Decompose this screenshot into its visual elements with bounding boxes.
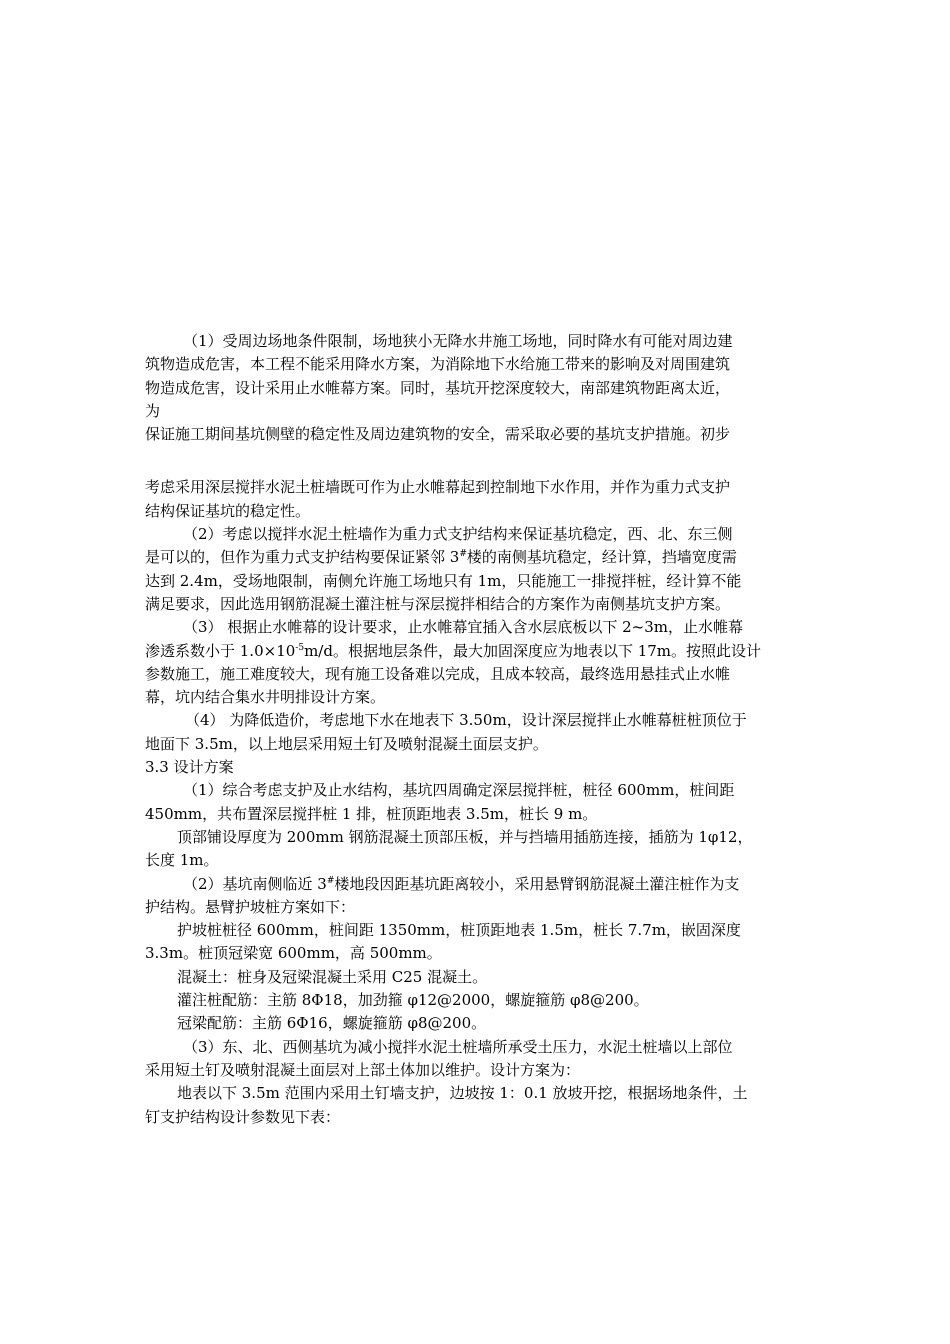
document-body — [145, 330, 807, 1129]
text-line: 考虑采用深层搅拌水泥土桩墙既可作为止水帷幕起到控制地下水作用，并作为重力式支护 — [145, 478, 731, 497]
text-line: 冠梁配筋：主筋 6Φ16，螺旋箍筋 φ8@200。 — [177, 1014, 487, 1033]
text-line: 护结构。悬臂护坡桩方案如下： — [145, 897, 356, 916]
text-line — [145, 546, 807, 569]
text-line: 混凝土：桩身及冠梁混凝土采用 C25 混凝土。 — [177, 967, 488, 986]
text-line: 达到 2.4m，受场地限制，南侧允许施工场地只有 1m，只能施工一排搅拌桩，经计算不能 — [145, 571, 742, 590]
text-line: 450mm，共布置深层搅拌桩 1 排，桩顶距地表 3.5m，桩长 9 m。 — [145, 804, 598, 823]
text-line: 顶部铺设厚度为 200mm 钢筋混凝土顶部压板，并与挡墙用插筋连接，插筋为 1φ12， — [177, 827, 753, 846]
text-line: 护坡桩桩径 600mm，桩间距 1350mm，桩顶距地表 1.5m，桩长 7.7m，嵌固深度 — [177, 921, 741, 940]
text-line: 灌注桩配筋：主筋 8Φ18，加劲箍 φ12@2000，螺旋箍筋 φ8@200。 — [177, 991, 649, 1010]
text-run: m/d。根据地层条件，最大加固深度应为地表以下 17m。按照此设计 — [304, 641, 762, 660]
spacer — [145, 446, 807, 476]
text-line: 保证施工期间基坑侧壁的稳定性及周边建筑物的安全，需采取必要的基坑支护措施。初步 — [145, 425, 731, 444]
text-line: 物造成危害，设计采用止水帷幕方案。同时，基坑开挖深度较大，南部建筑物距离太近， — [145, 378, 731, 397]
text-line — [145, 873, 807, 896]
paragraph-2 — [145, 523, 807, 616]
design-item-9 — [145, 1082, 807, 1129]
text-line: 长度 1m。 — [145, 851, 219, 870]
text-line: （1）综合考虑支护及止水结构，基坑四周确定深层搅拌桩，桩径 600mm，桩间距 — [183, 781, 735, 800]
text-line — [145, 640, 807, 663]
text-line: 3.3m。桩顶冠梁宽 600mm，高 500mm。 — [145, 944, 442, 963]
text-run: 是可以的，但作为重力式支护结构要保证紧邻 3 — [145, 548, 460, 567]
text-line: （4） 为降低造价，考虑地下水在地表下 3.50m，设计深层搅拌止水帷幕桩桩顶位于 — [185, 711, 747, 730]
text-line: 为 — [145, 401, 161, 420]
superscript: # — [459, 549, 467, 560]
superscript: -5 — [295, 642, 305, 653]
text-line: 幕，坑内结合集水井明排设计方案。 — [145, 688, 386, 707]
superscript: # — [326, 875, 335, 886]
text-run: 楼的南侧基坑稳定，经计算，挡墙宽度需 — [466, 548, 737, 567]
text-line: 筑物造成危害，本工程不能采用降水方案，为消除地下水给施工带来的影响及对周围建筑 — [145, 355, 731, 374]
text-line: 采用短土钉及喷射混凝土面层对上部土体加以维护。设计方案为： — [145, 1060, 581, 1079]
design-item-1 — [145, 779, 807, 826]
section-heading: 3.3 设计方案 — [145, 758, 234, 777]
text-line: （1）受周边场地条件限制，场地狭小无降水井施工场地，同时降水有可能对周边建 — [183, 332, 733, 350]
paragraph-4 — [145, 709, 807, 756]
paragraph-1 — [145, 330, 807, 523]
text-run: 渗透系数小于 1.0×10 — [145, 641, 296, 660]
text-line: 参数施工，施工难度较大，现有施工设备难以完成，且成本较高，最终选用悬挂式止水帷 — [145, 664, 731, 683]
text-line: 结构保证基坑的稳定性。 — [145, 501, 311, 520]
design-item-4 — [145, 919, 807, 966]
paragraph-3 — [145, 616, 807, 709]
text-line: （2）考虑以搅拌水泥土桩墙作为重力式支护结构来保证基坑稳定，西、北、东三侧 — [183, 525, 733, 544]
text-line: （3） 根据止水帷幕的设计要求，止水帷幕宜插入含水层底板以下 2~3m，止水帷幕 — [183, 618, 743, 637]
text-line: 地面下 3.5m，以上地层采用短土钉及喷射混凝土面层支护。 — [145, 734, 548, 753]
design-item-2 — [145, 826, 807, 873]
text-line: 地表以下 3.5m 范围内采用土钉墙支护，边坡按 1：0.1 放坡开挖，根据场地条件，土 — [177, 1084, 748, 1103]
text-run: （2）基坑南侧临近 3 — [183, 874, 327, 893]
text-line: 钉支护结构设计参数见下表： — [145, 1107, 341, 1126]
design-item-8 — [145, 1036, 807, 1083]
design-item-3 — [145, 873, 807, 920]
text-line: （3）东、北、西侧基坑为减小搅拌水泥土桩墙所承受土压力，水泥土桩墙以上部位 — [183, 1037, 733, 1056]
text-line: 满足要求，因此选用钢筋混凝土灌注桩与深层搅拌相结合的方案作为南侧基坑支护方案。 — [145, 594, 731, 613]
text-run: 楼地段因距基坑距离较小，采用悬臂钢筋混凝土灌注桩作为支 — [334, 874, 740, 893]
